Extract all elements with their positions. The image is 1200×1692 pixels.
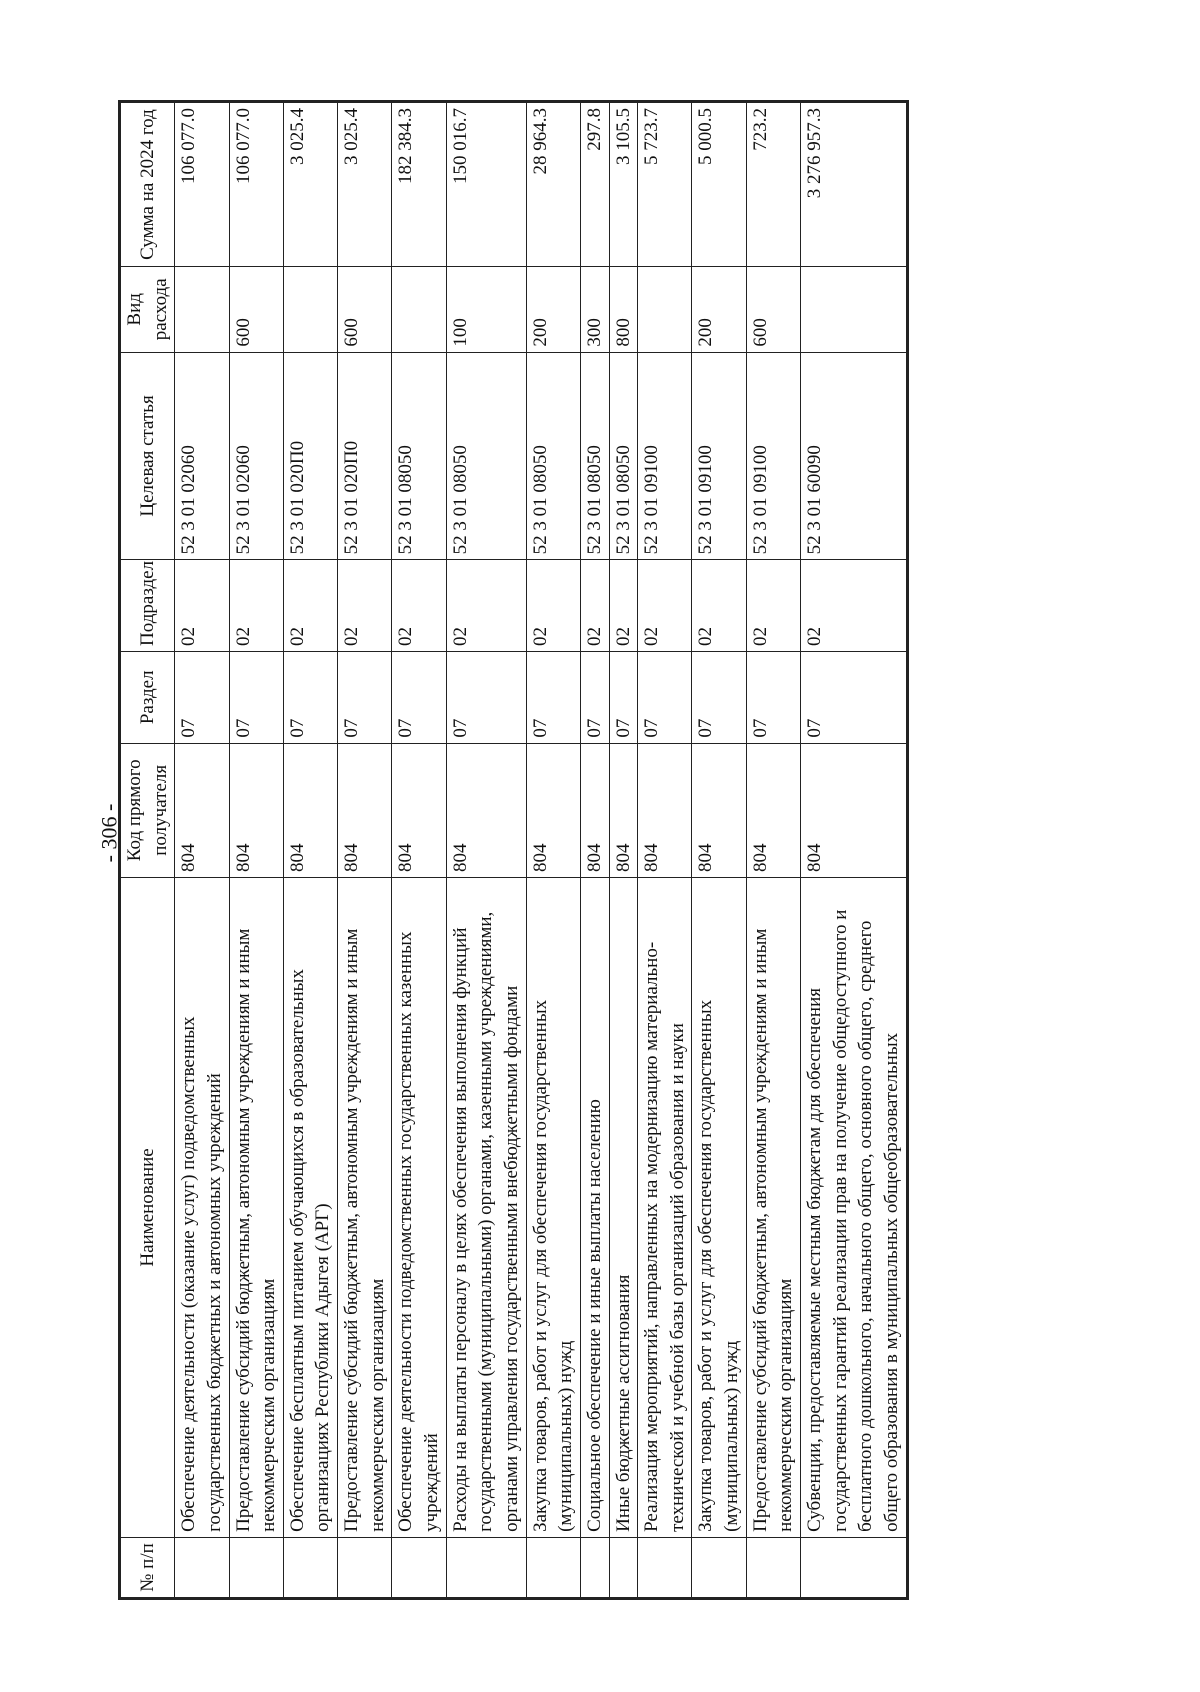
row-subsection: 02 — [338, 560, 392, 652]
row-section: 07 — [746, 651, 800, 743]
row-section: 07 — [580, 651, 609, 743]
row-kind — [283, 267, 337, 353]
header-name: Наименование — [120, 878, 175, 1538]
row-code: 804 — [229, 743, 283, 877]
table-row — [229, 102, 283, 1599]
row-subsection: 02 — [175, 560, 229, 652]
row-code: 804 — [801, 743, 908, 877]
row-subsection: 02 — [392, 560, 446, 652]
row-subsection: 02 — [229, 560, 283, 652]
row-kind: 800 — [609, 267, 638, 353]
row-kind: 600 — [338, 267, 392, 353]
table-row — [692, 102, 746, 1599]
row-sum: 106 077.0 — [229, 102, 283, 267]
row-target: 52 3 01 020П0 — [338, 352, 392, 560]
row-kind — [801, 267, 908, 353]
table-row — [338, 102, 392, 1599]
row-sum: 182 384.3 — [392, 102, 446, 267]
row-num — [446, 1537, 526, 1598]
row-section: 07 — [175, 651, 229, 743]
page-number: - 306 - — [96, 803, 122, 863]
row-code: 804 — [283, 743, 337, 877]
row-subsection: 02 — [692, 560, 746, 652]
row-sum: 3 105.5 — [609, 102, 638, 267]
row-sum: 723.2 — [746, 102, 800, 267]
row-kind: 200 — [692, 267, 746, 353]
row-sum: 5 723.7 — [638, 102, 692, 267]
table-row — [283, 102, 337, 1599]
header-section: Раздел — [120, 651, 175, 743]
row-target: 52 3 01 08050 — [609, 352, 638, 560]
row-section: 07 — [801, 651, 908, 743]
row-subsection: 02 — [746, 560, 800, 652]
table-row — [609, 102, 638, 1599]
row-name: Предоставление субсидий бюджетным, автономным учреждениям и иным некоммерческим организациям — [338, 878, 392, 1538]
row-num — [801, 1537, 908, 1598]
row-name: Предоставление субсидий бюджетным, автономным учреждениям и иным некоммерческим организациям — [746, 878, 800, 1538]
header-num: № п/п — [120, 1537, 175, 1598]
row-subsection: 02 — [526, 560, 580, 652]
row-target: 52 3 01 08050 — [392, 352, 446, 560]
row-section: 07 — [446, 651, 526, 743]
row-sum: 3 025.4 — [338, 102, 392, 267]
row-target: 52 3 01 08050 — [580, 352, 609, 560]
row-subsection: 02 — [638, 560, 692, 652]
row-name: Предоставление субсидий бюджетным, автономным учреждениям и иным некоммерческим организациям — [229, 878, 283, 1538]
row-subsection: 02 — [580, 560, 609, 652]
row-code: 804 — [526, 743, 580, 877]
row-kind: 600 — [746, 267, 800, 353]
row-kind — [638, 267, 692, 353]
row-name: Социальное обеспечение и иные выплаты населению — [580, 878, 609, 1538]
row-section: 07 — [692, 651, 746, 743]
row-section: 07 — [526, 651, 580, 743]
row-sum: 150 016.7 — [446, 102, 526, 267]
row-kind: 100 — [446, 267, 526, 353]
row-kind: 600 — [229, 267, 283, 353]
row-sum: 3 276 957.3 — [801, 102, 908, 267]
row-num — [338, 1537, 392, 1598]
row-num — [692, 1537, 746, 1598]
row-code: 804 — [609, 743, 638, 877]
table-row — [638, 102, 692, 1599]
row-sum: 5 000.5 — [692, 102, 746, 267]
row-section: 07 — [609, 651, 638, 743]
row-code: 804 — [175, 743, 229, 877]
row-target: 52 3 01 08050 — [526, 352, 580, 560]
row-sum: 3 025.4 — [283, 102, 337, 267]
table-row — [526, 102, 580, 1599]
table-row — [175, 102, 229, 1599]
row-subsection: 02 — [609, 560, 638, 652]
header-sum: Сумма на 2024 год — [120, 102, 175, 267]
header-target: Целевая статья — [120, 352, 175, 560]
row-subsection: 02 — [801, 560, 908, 652]
row-num — [283, 1537, 337, 1598]
row-num — [526, 1537, 580, 1598]
row-sum: 297.8 — [580, 102, 609, 267]
header-row — [120, 102, 175, 1599]
table-row — [801, 102, 908, 1599]
row-section: 07 — [638, 651, 692, 743]
row-target: 52 3 01 02060 — [175, 352, 229, 560]
header-subsection: Подраздел — [120, 560, 175, 652]
row-num — [175, 1537, 229, 1598]
table-row — [446, 102, 526, 1599]
row-subsection: 02 — [283, 560, 337, 652]
row-num — [746, 1537, 800, 1598]
row-section: 07 — [392, 651, 446, 743]
row-name: Реализация мероприятий, направленных на модернизацию материально-технической и учебной базы организаций образования и науки — [638, 878, 692, 1538]
row-code: 804 — [746, 743, 800, 877]
row-name: Закупка товаров, работ и услуг для обеспечения государственных (муниципальных) нужд — [526, 878, 580, 1538]
row-target: 52 3 01 09100 — [692, 352, 746, 560]
row-code: 804 — [638, 743, 692, 877]
row-num — [638, 1537, 692, 1598]
table-row — [746, 102, 800, 1599]
table-row — [392, 102, 446, 1599]
row-num — [580, 1537, 609, 1598]
row-name: Иные бюджетные ассигнования — [609, 878, 638, 1538]
row-target: 52 3 01 02060 — [229, 352, 283, 560]
row-code: 804 — [446, 743, 526, 877]
row-name: Закупка товаров, работ и услуг для обеспечения государственных (муниципальных) нужд — [692, 878, 746, 1538]
row-num — [392, 1537, 446, 1598]
row-name: Обеспечение деятельности подведомственных государственных казенных учреждений — [392, 878, 446, 1538]
rotated-table-wrapper — [118, 100, 1068, 1600]
row-kind — [392, 267, 446, 353]
row-code: 804 — [338, 743, 392, 877]
row-name: Обеспечение деятельности (оказание услуг) подведомственных государственных бюджетных и автономных учреждений — [175, 878, 229, 1538]
row-code: 804 — [692, 743, 746, 877]
row-name: Субвенции, предоставляемые местным бюджетам для обеспечения государственных гарантий реализации прав на получение общедоступного и бесплатного дошкольного, начального общего, основного общего, среднего общего образования в муниципальных общеобразовательных — [801, 878, 908, 1538]
row-target: 52 3 01 09100 — [746, 352, 800, 560]
table-row — [580, 102, 609, 1599]
row-target: 52 3 01 020П0 — [283, 352, 337, 560]
row-name: Обеспечение бесплатным питанием обучающихся в образовательных организациях Республики Адыгея (АРГ) — [283, 878, 337, 1538]
budget-table — [118, 100, 909, 1600]
row-kind: 200 — [526, 267, 580, 353]
row-subsection: 02 — [446, 560, 526, 652]
row-num — [609, 1537, 638, 1598]
row-section: 07 — [338, 651, 392, 743]
row-code: 804 — [580, 743, 609, 877]
row-section: 07 — [283, 651, 337, 743]
row-code: 804 — [392, 743, 446, 877]
row-section: 07 — [229, 651, 283, 743]
header-code: Код прямого получателя — [120, 743, 175, 877]
row-name: Расходы на выплаты персоналу в целях обеспечения выполнения функций государственными (муниципальными) органами, казенными учреждениями, органами управления государственными внебюджетными фондами — [446, 878, 526, 1538]
row-target: 52 3 01 60090 — [801, 352, 908, 560]
row-kind: 300 — [580, 267, 609, 353]
row-num — [229, 1537, 283, 1598]
row-sum: 106 077.0 — [175, 102, 229, 267]
row-target: 52 3 01 08050 — [446, 352, 526, 560]
header-kind: Вид расхода — [120, 267, 175, 353]
row-kind — [175, 267, 229, 353]
row-target: 52 3 01 09100 — [638, 352, 692, 560]
row-sum: 28 964.3 — [526, 102, 580, 267]
